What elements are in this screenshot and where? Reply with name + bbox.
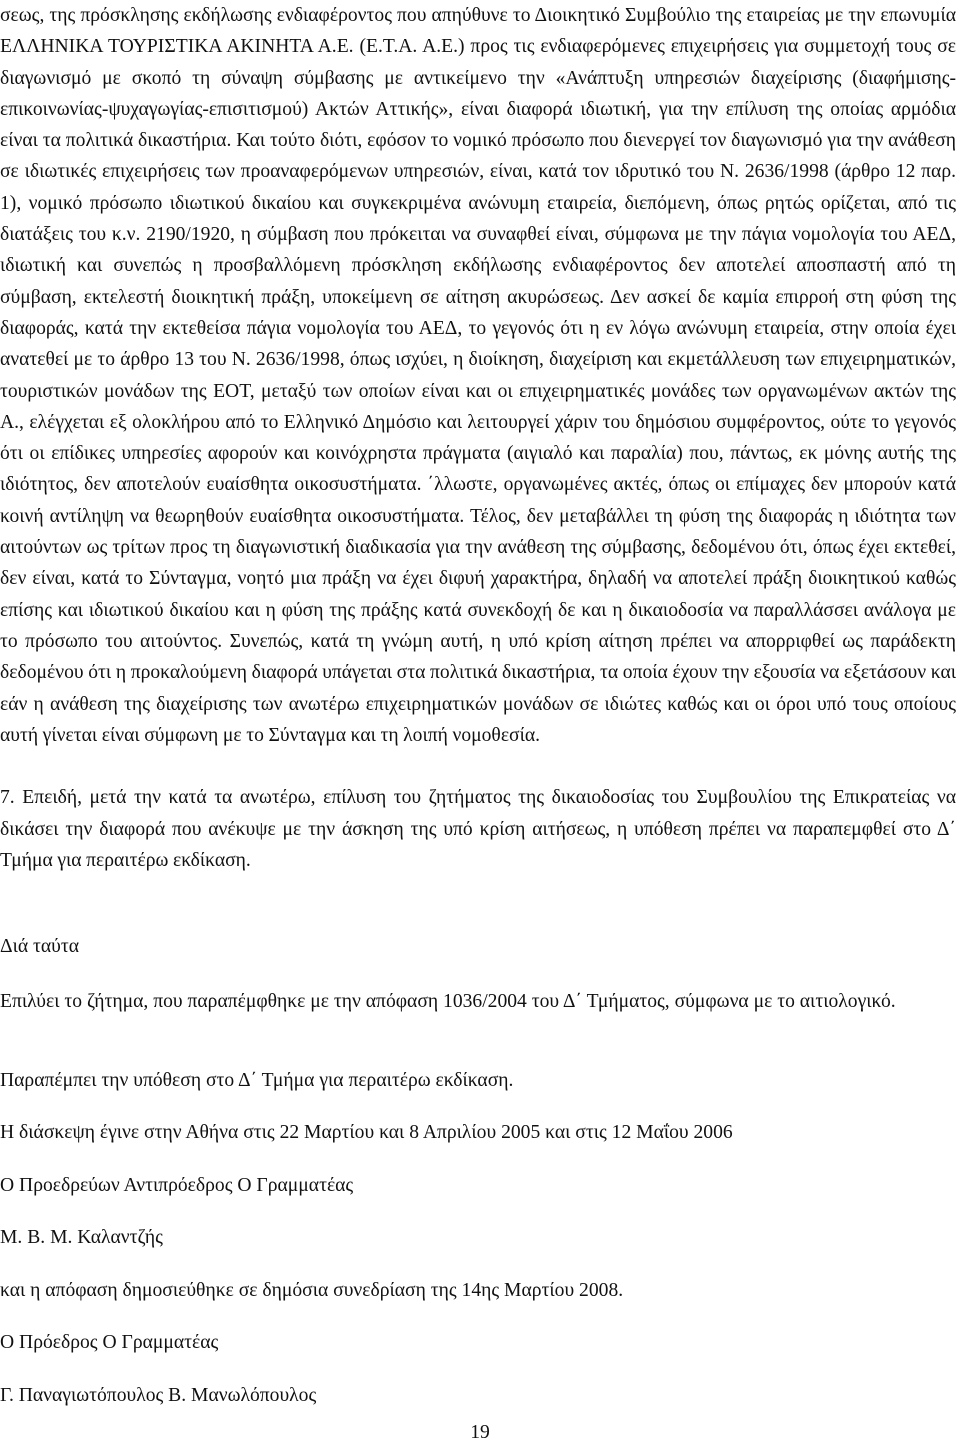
deliberation-text: Η διάσκεψη έγινε στην Αθήνα στις 22 Μαρτίου και 8 Απριλίου 2005 και στις 12 Μαΐου 2006	[0, 1122, 733, 1143]
signatories-names-1: Μ. Β. Μ. Καλαντζής	[0, 1227, 163, 1248]
section-heading: Διά ταύτα	[0, 936, 80, 957]
ruling-text: Επιλύει το ζήτημα, που παραπέμφθηκε με την απόφαση 1036/2004 του Δ΄ Τμήματος, σύμφωνα με το αιτιολογικό.	[0, 991, 896, 1012]
signatories-titles-1: Ο Προεδρεύων Αντιπρόεδρος Ο Γραμματέας	[0, 1175, 354, 1196]
referral-text: Παραπέμπει την υπόθεση στο Δ΄ Τμήμα για περαιτέρω εκδίκαση.	[0, 1070, 514, 1091]
paragraph-7: 7. Επειδή, μετά την κατά τα ανωτέρω, επίλυση του ζητήματος της δικαιοδοσίας του Συμβουλίου της Επικρατείας να δικάσει την διαφορά που ανέκυψε με την άσκηση της υπό κρίση αιτήσεως, η υπόθεση πρέπει να παραπεμφθεί στο Δ΄ Τμήμα για περαιτέρω εκδίκαση.	[0, 787, 956, 872]
paragraph-jurisdiction-opinion: σεως, της πρόσκλησης εκδήλωσης ενδιαφέροντος που απηύθυνε το Διοικητικό Συμβούλιο της εταιρείας με την επωνυμία ΕΛΛΗΝΙΚΑ ΤΟΥΡΙΣΤΙΚΑ ΑΚΙΝΗΤΑ Α.Ε. (Ε.Τ.Α. Α.Ε.) προς τις ενδιαφερόμενες επιχειρήσεις για συμμετοχή τους σε διαγωνισμό με σκοπό τη σύναψη σύμβασης με αντικείμενο την «Ανάπτυξη υπηρεσιών διαχείρισης (διαφήμισης-επικοινωνίας-ψυχαγωγίας-επισιτισμού) Ακτών Αττικής», είναι διαφορά ιδιωτική, για την επίλυση της οποίας αρμόδια είναι τα πολιτικά δικαστήρια. Και τούτο διότι, εφόσον το νομικό πρόσωπο που διενεργεί τον διαγωνισμό για την ανάθεση σε ιδιωτικές επιχειρήσεις των προαναφερόμενων υπηρεσιών, είναι, κατά τον ιδρυτικό του Ν. 2636/1998 (άρθρο 12 παρ. 1), νομικό πρόσωπο ιδιωτικού δικαίου και συγκεκριμένα ανώνυμη εταιρεία, διεπόμενη, όπως ρητώς ορίζεται, από τις διατάξεις του κ.ν. 2190/1920, η σύμβαση που πρόκειται να συναφθεί είναι, σύμφωνα με την πάγια νομολογία του ΑΕΔ, ιδιωτική και συνεπώς η προσβαλλόμενη πρόσκληση εκδήλωσης ενδιαφέροντος δεν αποτελεί αποσπαστή από τη σύμβαση, εκτελεστή διοικητική πράξη, υποκείμενη σε αίτηση ακυρώσεως. Δεν ασκεί δε καμία επιρροή στη φύση της διαφοράς, κατά την εκτεθείσα πάγια νομολογία του ΑΕΔ, το γεγονός ότι η εν λόγω ανώνυμη εταιρεία, στην οποία έχει ανατεθεί με το άρθρο 13 του Ν. 2636/1998, όπως ισχύει, η διοίκηση, διαχείριση και εκμετάλλευση των επιχειρηματικών, τουριστικών μονάδων της ΕΟΤ, μεταξύ των οποίων είναι και οι επιχειρηματικές μονάδες των οργανωμένων ακτών της Α., ελέγχεται εξ ολοκλήρου από το Ελληνικό Δημόσιο και λειτουργεί χάριν του δημόσιου συμφέροντος, ούτε το γεγονός ότι οι επίδικες υπηρεσίες αφορούν και κοινόχρηστα πράγματα (αιγιαλό και παραλία) που, πάντως, εκ μόνης αυτής της ιδιότητος, δεν αποτελούν ευαίσθητα οικοσυστήματα. ΄λλωστε, οργανωμένες ακτές, όπως οι επίμαχες δεν μπορούν κατά κοινή αντίληψη να θεωρηθούν ευαίσθητα οικοσυστήματα. Τέλος, δεν μεταβάλλει τη φύση της διαφοράς η ιδιότητα των αιτούντων ως τρίτων προς τη διαγωνιστική διαδικασία για την ανάθεση της σύμβασης, δεδομένου ότι, όπως έχει εκτεθεί, δεν είναι, κατά το Σύνταγμα, νοητό μια πράξη να έχει διφυή χαρακτήρα, δηλαδή να αποτελεί πράξη διοικητικού καθώς επίσης και ιδιωτικού δικαίου και η φύση της πράξης κατά συνεκδοχή δε και η δικαιοδοσία να παραλλάσσει ανάλογα με το πρόσωπο του αιτούντος. Συνεπώς, κατά τη γνώμη αυτή, η υπό κρίση αίτηση πρέπει να απορριφθεί ως παράδεκτη δεδομένου ότι η προκαλούμενη διαφορά υπάγεται στα πολιτικά δικαστήρια, τα οποία έχουν την εξουσία να εξετάσουν και εάν η ανάθεση της διαχείρισης των ανωτέρω επιχειρηματικών μονάδων σε ιδιώτες καθώς και οι όροι υπό τους οποίους αυτή γίνεται είναι σύμφωνη με το Σύνταγμα και τη λοιπή νομοθεσία.	[0, 5, 956, 746]
page-number: 19	[470, 1422, 490, 1443]
signatories-names-2: Γ. Παναγιωτόπουλος Β. Μανωλόπουλος	[0, 1385, 317, 1406]
publication-text: και η απόφαση δημοσιεύθηκε σε δημόσια συνεδρίαση της 14ης Μαρτίου 2008.	[0, 1280, 624, 1301]
signatories-titles-2: Ο Πρόεδρος Ο Γραμματέας	[0, 1332, 219, 1353]
